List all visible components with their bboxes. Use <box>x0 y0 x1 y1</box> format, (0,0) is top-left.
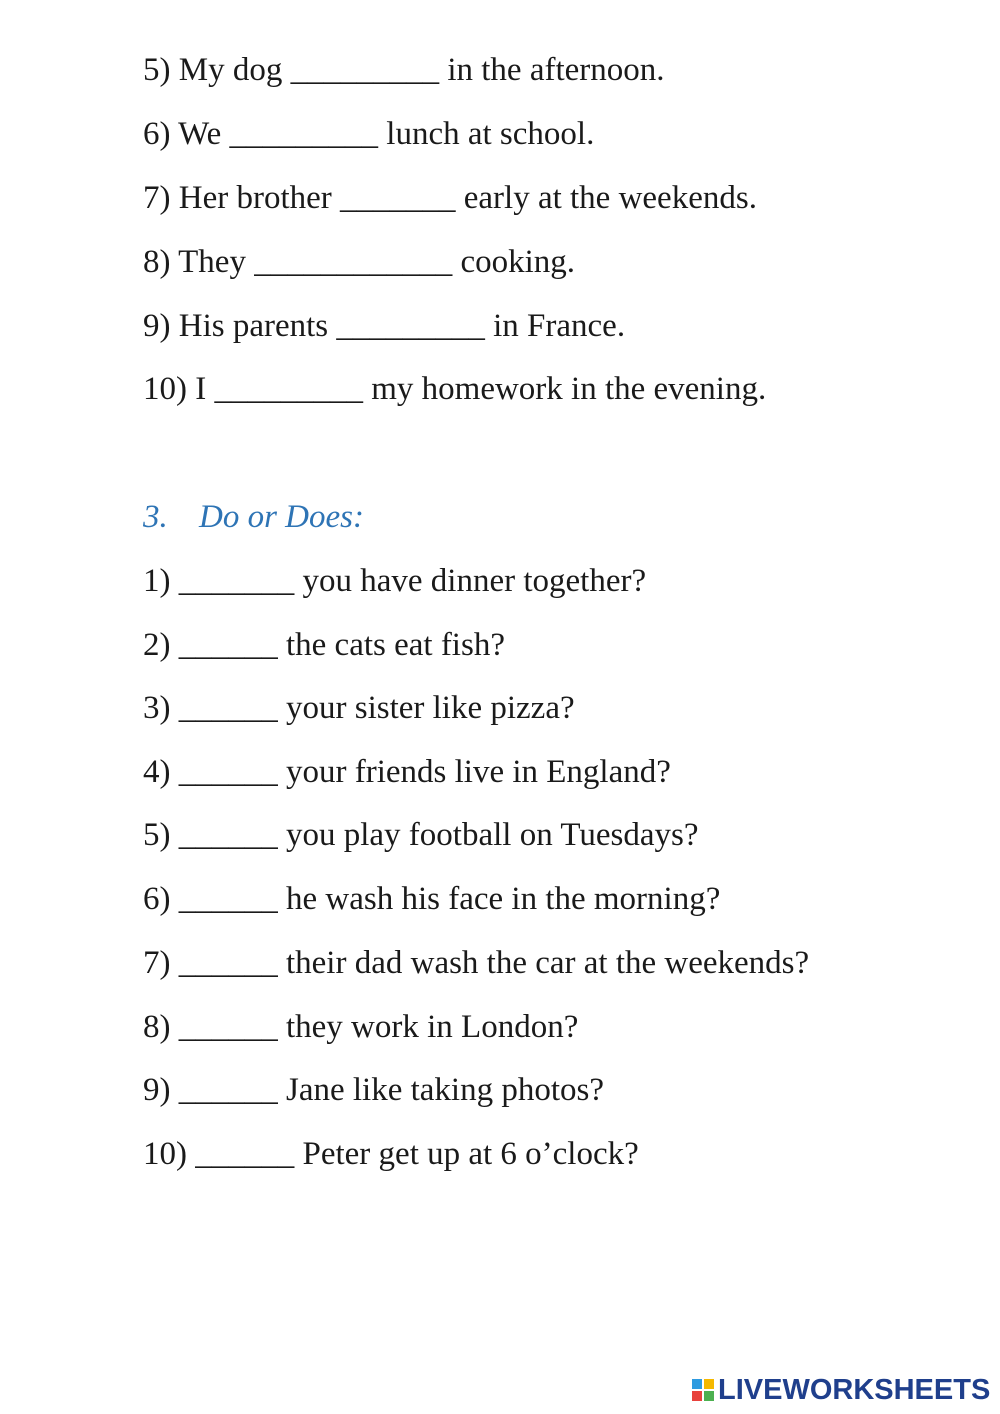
exercise-item-8: 8) They ____________ cooking. <box>143 244 576 280</box>
do-does-item-8: 8) ______ they work in London? <box>143 1009 579 1045</box>
exercise-item-7: 7) Her brother _______ early at the weekends. <box>143 180 757 216</box>
liveworksheets-logo <box>692 1372 990 1408</box>
do-does-item-10: 10) ______ Peter get up at 6 o’clock? <box>143 1136 639 1172</box>
do-does-item-4: 4) ______ your friends live in England? <box>143 754 671 790</box>
exercise-item-5: 5) My dog _________ in the afternoon. <box>143 52 665 88</box>
do-does-item-1: 1) _______ you have dinner together? <box>143 563 647 599</box>
logo-text: LIVEWORKSHEETS <box>718 1373 991 1406</box>
do-does-item-6: 6) ______ he wash his face in the morning? <box>143 881 721 917</box>
do-does-item-3: 3) ______ your sister like pizza? <box>143 690 575 726</box>
exercise-item-10: 10) I _________ my homework in the evening. <box>143 371 767 407</box>
logo-mark-icon <box>692 1379 714 1401</box>
logo-square-yellow <box>704 1379 714 1389</box>
do-does-item-9: 9) ______ Jane like taking photos? <box>143 1072 605 1108</box>
logo-square-green <box>704 1391 714 1401</box>
section-number: 3. <box>143 499 168 535</box>
do-does-item-7: 7) ______ their dad wash the car at the weekends? <box>143 945 810 981</box>
exercise-item-6: 6) We _________ lunch at school. <box>143 116 595 152</box>
logo-square-red <box>692 1391 702 1401</box>
section-heading <box>143 497 364 537</box>
logo-square-blue <box>692 1379 702 1389</box>
do-does-item-2: 2) ______ the cats eat fish? <box>143 627 505 663</box>
exercise-item-9: 9) His parents _________ in France. <box>143 308 626 344</box>
section-title: Do or Does: <box>199 499 364 535</box>
do-does-item-5: 5) ______ you play football on Tuesdays? <box>143 817 699 853</box>
